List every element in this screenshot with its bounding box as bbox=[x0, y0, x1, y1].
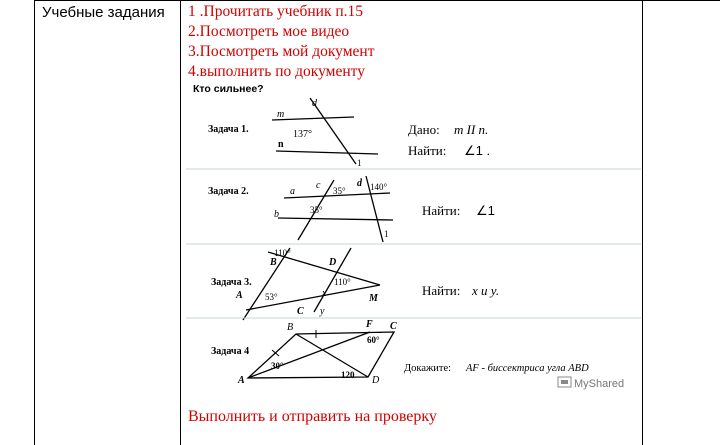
point-label: D bbox=[329, 257, 337, 268]
line-label: a bbox=[290, 186, 295, 197]
point-label: A bbox=[236, 290, 243, 301]
point-label: D bbox=[372, 375, 380, 386]
angle-label: 140° bbox=[370, 182, 388, 192]
worksheet-heading: Кто сильнее? bbox=[193, 83, 264, 95]
problem-1-title: Задача 1. bbox=[208, 124, 249, 135]
task-item: 1 .Прочитать учебник п.15 bbox=[188, 3, 364, 20]
point-label: F bbox=[366, 319, 373, 330]
prove-value: AF - биссектриса угла ABD bbox=[466, 363, 589, 374]
line-label: d bbox=[357, 178, 362, 189]
line-label: d bbox=[312, 98, 317, 109]
table-border-mid bbox=[180, 0, 181, 445]
problem-4-title: Задача 4 bbox=[211, 346, 250, 357]
find-label: Найти: bbox=[422, 203, 461, 218]
point-label: C bbox=[297, 306, 304, 317]
problem-2-title: Задача 2. bbox=[208, 186, 249, 197]
problem-3-title: Задача 3. bbox=[211, 277, 252, 288]
prove-label: Докажите: bbox=[404, 363, 452, 374]
geometry-worksheet bbox=[186, 80, 641, 398]
given-label: Дано: bbox=[408, 122, 440, 137]
angle-mark: 1 bbox=[384, 229, 389, 239]
find-value: ∠1 . bbox=[464, 143, 491, 158]
angle-label: 30° bbox=[271, 361, 284, 371]
task-item: 2.Посмотреть мое видео bbox=[188, 23, 350, 40]
variable-label: y bbox=[320, 306, 325, 317]
angle-mark: 1 bbox=[357, 158, 362, 168]
line-label: b bbox=[274, 209, 279, 220]
angle-label: 60° bbox=[367, 335, 380, 345]
angle-label: 35° bbox=[310, 205, 323, 215]
point-label: C bbox=[390, 321, 397, 332]
angle-label: 53° bbox=[265, 292, 278, 302]
watermark-text: MyShared bbox=[574, 378, 625, 390]
angle-label: 35° bbox=[333, 186, 346, 196]
table-border-right bbox=[642, 0, 643, 445]
line-label: n bbox=[278, 139, 284, 150]
angle-label: 110° bbox=[274, 248, 291, 258]
line-label: c bbox=[316, 180, 321, 191]
point-label: A bbox=[238, 375, 245, 386]
row-label: Учебные задания bbox=[42, 4, 165, 21]
task-item: 4.выполнить по документу bbox=[188, 63, 365, 80]
footer-instruction: Выполнить и отправить на проверку bbox=[188, 408, 437, 425]
line-label: m bbox=[277, 109, 285, 120]
angle-label: 110° bbox=[334, 277, 351, 287]
point-label: B bbox=[270, 257, 277, 268]
angle-label: 120 bbox=[341, 370, 355, 380]
find-value: ∠1 bbox=[476, 203, 495, 218]
find-label: Найти: bbox=[408, 143, 447, 158]
point-label: M bbox=[369, 293, 378, 304]
variable-label: x bbox=[322, 288, 327, 299]
task-item: 3.Посмотреть мой документ bbox=[188, 43, 375, 60]
find-value: x и y. bbox=[472, 283, 500, 298]
find-label: Найти: bbox=[422, 283, 461, 298]
table-border-top bbox=[34, 0, 720, 1]
watermark bbox=[558, 377, 624, 390]
point-label: B bbox=[287, 322, 294, 333]
table-border-left bbox=[34, 0, 35, 445]
angle-label: 137° bbox=[293, 129, 312, 140]
given-value: m II n. bbox=[454, 122, 489, 137]
